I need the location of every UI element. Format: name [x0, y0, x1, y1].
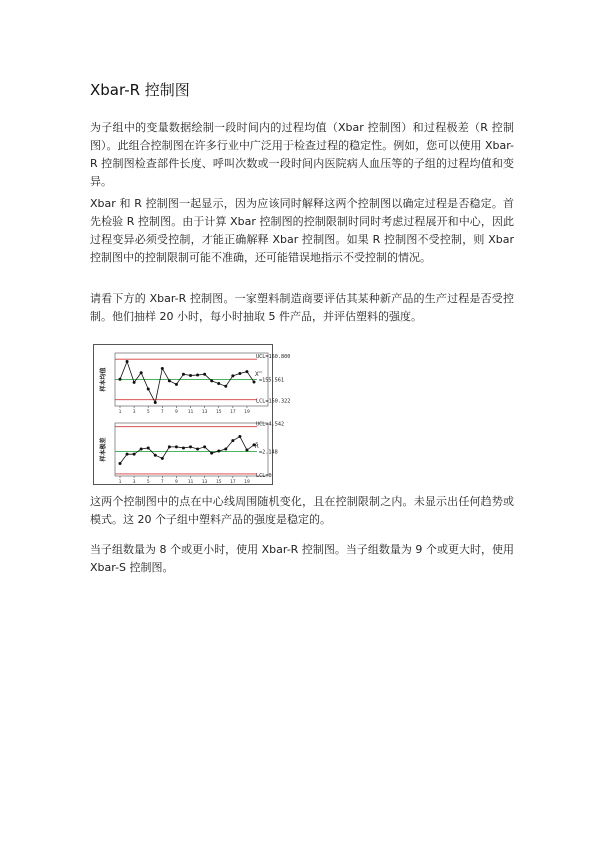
range-point — [210, 452, 213, 455]
xbar-point — [168, 379, 171, 382]
range-x-tick-label: 3 — [132, 480, 136, 485]
range-point — [119, 462, 122, 465]
range-x-tick-label: 5 — [146, 480, 150, 485]
xbar-ylabel: 样本均值 — [100, 367, 107, 392]
paragraph-conclusion: 这两个控制图中的点在中心线周围随机变化，且在控制限制之内。未显示出任何趋势或模式。这 20 个子组中塑料产品的强度是稳定的。 — [90, 495, 514, 526]
xbar-x-tick-label: 7 — [160, 410, 164, 415]
range-point — [189, 445, 192, 448]
range-point — [175, 445, 178, 448]
range-point — [182, 446, 185, 449]
range-point — [224, 447, 227, 450]
xbar-point — [154, 401, 157, 404]
range-point — [217, 450, 220, 453]
range-point — [133, 453, 136, 456]
range-point — [126, 453, 129, 456]
range-lcl-label: LCL=0 — [256, 472, 272, 479]
paragraph-guideline: 当子组数量为 8 个或更小时，使用 Xbar-R 控制图。当子组数量为 9 个或更大时，使用 Xbar-S 控制图。 — [90, 543, 514, 574]
xbar-point — [238, 372, 241, 375]
xbar-point — [182, 373, 185, 376]
xbar-x-tick-label: 11 — [187, 410, 194, 415]
xbar-center-label: =155.561 — [259, 377, 284, 384]
range-point — [161, 457, 164, 460]
xbar-r-chart-figure — [93, 344, 291, 485]
xbar-lcl-label: LCL=150.322 — [256, 398, 291, 405]
range-point — [203, 445, 206, 448]
xbar-point — [210, 379, 213, 382]
range-point — [245, 449, 248, 452]
xbar-x-tick-label: 13 — [201, 410, 208, 415]
xbar-point — [147, 387, 150, 390]
xbar-point — [189, 374, 192, 377]
xbar-x-tick-label: 1 — [118, 410, 122, 415]
xbar-x-tick-label: 9 — [175, 410, 178, 415]
xbar-point — [217, 382, 220, 385]
xbar-point — [231, 374, 234, 377]
range-point — [147, 446, 150, 449]
xbar-r-chart-svg — [93, 344, 291, 485]
xbar-x-tick-label: 5 — [146, 410, 150, 415]
xbar-point — [175, 383, 178, 386]
range-x-tick-label: 15 — [215, 480, 222, 485]
paragraph-example: 请看下方的 Xbar-R 控制图。一家塑料制造商要评估其某种新产品的生产过程是否受控制。他们抽样 20 小时，每小时抽取 5 件产品，并评估塑料的强度。 — [90, 292, 514, 323]
xbar-ucl-label: UCL=160.800 — [256, 354, 291, 361]
range-ylabel: 样本极差 — [100, 437, 107, 462]
xbar-x-tick-label: 15 — [215, 410, 222, 415]
range-x-tick-label: 7 — [160, 480, 164, 485]
xbar-point — [161, 367, 164, 370]
range-x-tick-label: 19 — [244, 480, 250, 485]
range-point — [168, 445, 171, 448]
range-x-tick-label: 9 — [175, 480, 178, 485]
range-point — [238, 435, 241, 438]
xbar-center-symbol: X̿ — [255, 370, 263, 378]
xbar-x-tick-label: 19 — [244, 410, 250, 415]
range-point — [196, 447, 199, 450]
range-ucl-label: UCL=4.542 — [256, 421, 285, 428]
xbar-point — [119, 378, 122, 381]
range-x-tick-label: 13 — [201, 480, 208, 485]
paragraph-intro: 为子组中的变量数据绘制一段时间内的过程均值（Xbar 控制图）和过程极差（R 控制图）。此组合控制图在许多行业中广泛用于检查过程的稳定性。例如，您可以使用 Xbar-R 控制图检查部件长度、呼叫次数或一段时间内医院病人血压等的子组的过程均值和变异。 — [90, 121, 514, 188]
range-x-tick-label: 11 — [187, 480, 194, 485]
xbar-point — [224, 385, 227, 388]
range-point — [154, 454, 157, 457]
range-point — [253, 443, 256, 446]
range-x-tick-label: 17 — [230, 480, 236, 485]
range-point — [140, 447, 143, 450]
xbar-x-tick-label: 17 — [230, 410, 236, 415]
paragraph-interpretation: Xbar 和 R 控制图一起显示，因为应该同时解释这两个控制图以确定过程是否稳定。首先检验 R 控制图。由于计算 Xbar 控制图的控制限制时同时考虑过程展开和中心，因此过程变异必须受控制，才能正确解释 Xbar 控制图。如果 R 控制图不受控制，则 Xbar 控制图中的控制限制可能不准确，还可能错误地指示不受控制的情况。 — [90, 197, 514, 264]
range-center-symbol: R̄ — [255, 443, 259, 451]
page-title: Xbar-R 控制图 — [90, 81, 190, 99]
xbar-point — [203, 373, 206, 376]
range-center-label: =2.148 — [259, 449, 278, 456]
range-point — [231, 439, 234, 442]
xbar-point — [133, 381, 136, 384]
xbar-point — [126, 360, 129, 363]
xbar-x-tick-label: 3 — [132, 410, 136, 415]
xbar-point — [140, 371, 143, 374]
range-x-tick-label: 1 — [118, 480, 122, 485]
xbar-point — [245, 370, 248, 373]
xbar-point — [253, 381, 256, 384]
xbar-point — [196, 374, 199, 377]
